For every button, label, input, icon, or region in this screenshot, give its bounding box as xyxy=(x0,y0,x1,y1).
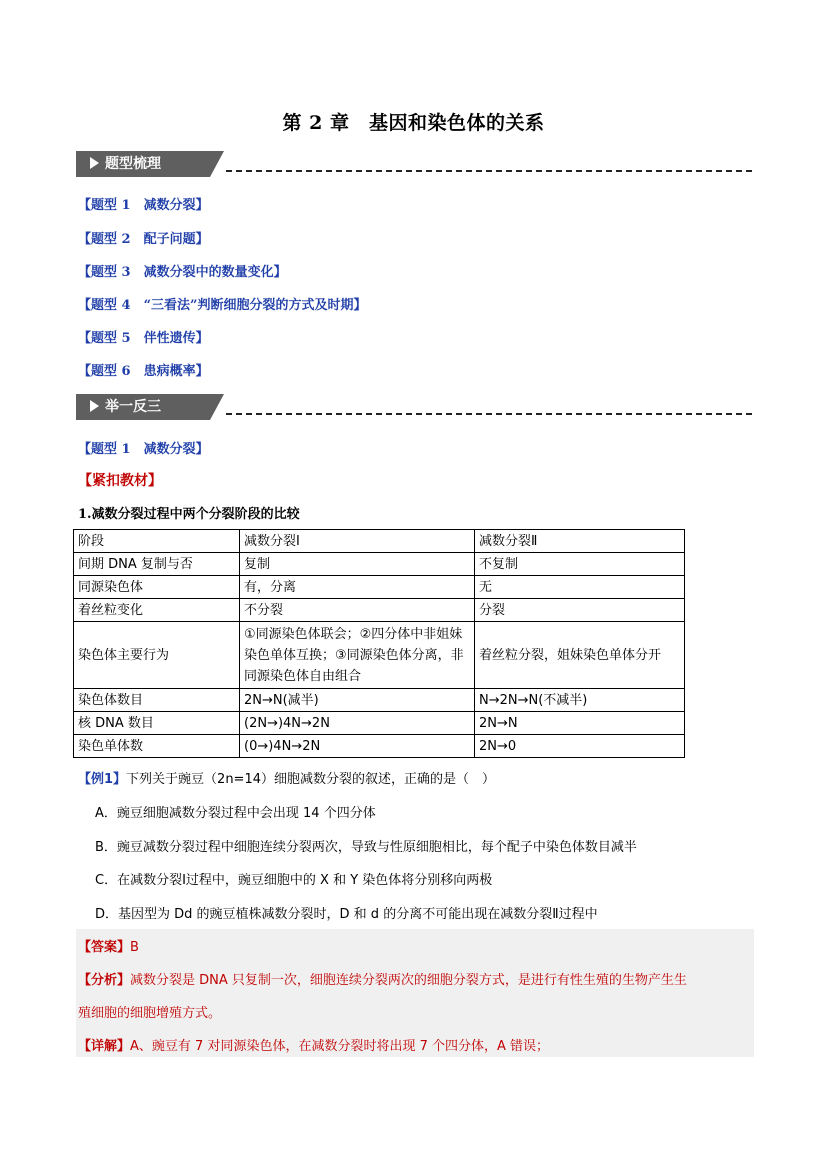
table-cell: (2N→)4N→2N xyxy=(240,712,475,735)
option-c: C．在减数分裂Ⅰ过程中，豌豆细胞中的 X 和 Y 染色体将分别移向两极 xyxy=(95,873,493,888)
table-row xyxy=(74,576,685,599)
detail-text: A、豌豆有 7 对同源染色体，在减数分裂时将出现 7 个四分体，A 错误； xyxy=(130,1039,550,1054)
analysis-label: 【分析】 xyxy=(78,973,131,988)
banner-tag xyxy=(76,151,210,177)
table-cell: 阶段 xyxy=(74,530,240,553)
table-cell: 不复制 xyxy=(475,553,685,576)
table-cell: 分裂 xyxy=(475,599,685,622)
table-cell: 2N→0 xyxy=(475,735,685,758)
comparison-table xyxy=(73,529,685,758)
table-row xyxy=(74,622,685,689)
page-title: 第 2 章 基因和染色体的关系 xyxy=(282,112,545,134)
table-cell: 染色体数目 xyxy=(74,689,240,712)
table-row xyxy=(74,553,685,576)
table-cell: 2N→N xyxy=(475,712,685,735)
topic-link-6[interactable]: 【题型 6 患病概率】 xyxy=(78,364,209,379)
option-b: B．豌豆减数分裂过程中细胞连续分裂两次，导致与性原细胞相比，每个配子中染色体数目减半 xyxy=(95,840,637,855)
answer-line xyxy=(78,936,139,955)
option-d: D．基因型为 Dd 的豌豆植株减数分裂时，D 和 d 的分离不可能出现在减数分裂Ⅱ过程中 xyxy=(95,907,598,922)
analysis-continued: 殖细胞的细胞增殖方式。 xyxy=(78,1006,222,1021)
topic-link-4[interactable]: 【题型 4 “三看法”判断细胞分裂的方式及时期】 xyxy=(78,298,367,313)
table-cell: 复制 xyxy=(240,553,475,576)
dash-divider xyxy=(226,413,752,415)
banner-tag xyxy=(76,394,210,420)
table-cell: 减数分裂Ⅰ xyxy=(240,530,475,553)
banner-label: 题型梳理 xyxy=(105,156,161,172)
banner-examples xyxy=(76,394,752,420)
table-row xyxy=(74,712,685,735)
banner-label: 举一反三 xyxy=(105,399,161,415)
table-row xyxy=(74,689,685,712)
table-cell: 2N→N(减半) xyxy=(240,689,475,712)
banner-slant xyxy=(210,394,224,420)
table-cell: 着丝粒变化 xyxy=(74,599,240,622)
answer-value: B xyxy=(130,940,139,955)
banner-slant xyxy=(210,151,224,177)
banner-topic-overview xyxy=(76,151,752,177)
dash-divider xyxy=(226,170,752,172)
detail-label: 【详解】 xyxy=(78,1039,131,1054)
detail-line xyxy=(78,1035,549,1054)
table-cell: 无 xyxy=(475,576,685,599)
table-heading: 1.减数分裂过程中两个分裂阶段的比较 xyxy=(78,507,300,522)
topic-link-5[interactable]: 【题型 5 伴性遗传】 xyxy=(78,331,209,346)
table-cell: 着丝粒分裂，姐妹染色单体分开 xyxy=(475,622,685,689)
table-cell: N→2N→N(不减半) xyxy=(475,689,685,712)
table-cell: 减数分裂Ⅱ xyxy=(475,530,685,553)
table-cell: 有，分离 xyxy=(240,576,475,599)
table-row xyxy=(74,599,685,622)
question-stem: 下列关于豌豆（2n=14）细胞减数分裂的叙述，正确的是（ ） xyxy=(126,772,495,787)
table-cell: (0→)4N→2N xyxy=(240,735,475,758)
table-cell: 染色体主要行为 xyxy=(74,622,240,689)
example-label: 【例1】 xyxy=(78,772,127,787)
answer-label: 【答案】 xyxy=(78,940,131,955)
section-topic-heading: 【题型 1 减数分裂】 xyxy=(78,442,209,457)
play-icon xyxy=(90,400,99,412)
example-question xyxy=(78,768,495,787)
table-cell: 不分裂 xyxy=(240,599,475,622)
table-cell: ①同源染色体联会；②四分体中非姐妹染色单体互换；③同源染色体分离，非同源染色体自由组合 xyxy=(240,622,475,689)
option-a: A．豌豆细胞减数分裂过程中会出现 14 个四分体 xyxy=(95,806,376,821)
analysis-text: 减数分裂是 DNA 只复制一次，细胞连续分裂两次的细胞分裂方式，是进行有性生殖的生物产生生 xyxy=(130,973,687,988)
section-label: 【紧扣教材】 xyxy=(78,473,162,489)
table-header-row xyxy=(74,530,685,553)
analysis-line xyxy=(78,969,687,988)
table-cell: 染色单体数 xyxy=(74,735,240,758)
play-icon xyxy=(90,157,99,169)
table-cell: 间期 DNA 复制与否 xyxy=(74,553,240,576)
topic-link-2[interactable]: 【题型 2 配子问题】 xyxy=(78,232,209,247)
topic-link-1[interactable]: 【题型 1 减数分裂】 xyxy=(78,198,209,213)
topic-link-3[interactable]: 【题型 3 减数分裂中的数量变化】 xyxy=(78,265,287,280)
table-row xyxy=(74,735,685,758)
table-cell: 核 DNA 数目 xyxy=(74,712,240,735)
table-cell: 同源染色体 xyxy=(74,576,240,599)
